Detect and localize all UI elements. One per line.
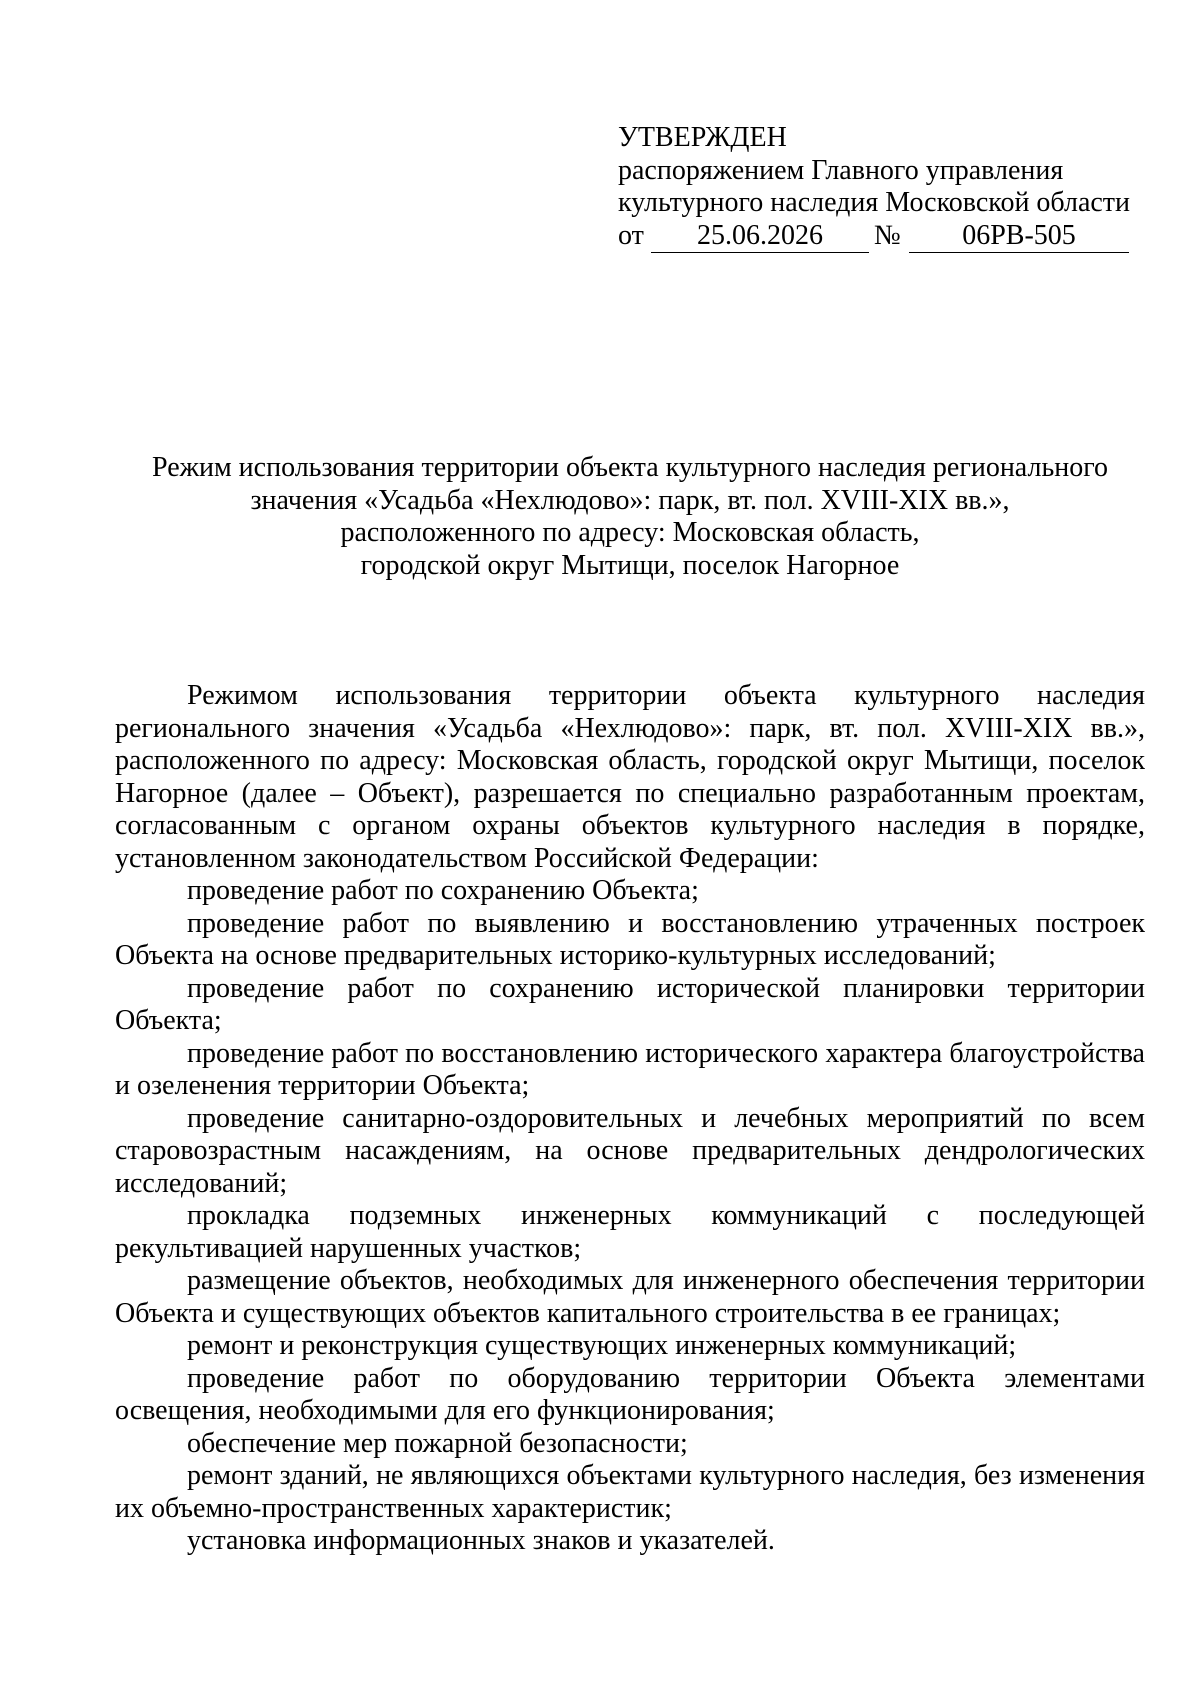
date-prefix: от (618, 219, 644, 251)
list-item: проведение работ по выявлению и восстановлению утраченных построек Объекта на основе предварительных историко-культурных исследований; (115, 907, 1145, 971)
title-line: значения «Усадьба «Нехлюдово»: парк, вт. пол. XVIII-XIX вв.», (250, 484, 1010, 516)
approval-date-line (618, 220, 1138, 254)
body-paragraph-intro: Режимом использования территории объекта культурного наследия регионального значения «Усадьба «Нехлюдово»: парк, вт. пол. XVIII-XIX вв.», расположенного по адресу: Московская область, городской округ Мытищи, поселок Нагорное (далее – Объект), разрешается по специально разработанным проектам, согласованным с органом охраны объектов культурного наследия в порядке, установленном законодательством Российской Федерации: (115, 680, 1145, 874)
list-item: установка информационных знаков и указателей. (187, 1525, 775, 1556)
title-line: расположенного по адресу: Московская область, (340, 517, 920, 548)
title-line: Режим использования территории объекта культурного наследия регионального (152, 452, 1108, 483)
list-item: проведение работ по восстановлению исторического характера благоустройства и озеленения территории Объекта; (115, 1037, 1145, 1101)
approval-number: 06РВ-505 (909, 220, 1129, 253)
approval-date: 25.06.2026 (651, 220, 869, 253)
approval-stamp-block (618, 122, 1138, 254)
document-title (110, 452, 1150, 582)
list-item: проведение санитарно-оздоровительных и лечебных мероприятий по всем старовозрастным насаждениям, на основе предварительных дендрологических исследований; (115, 1102, 1145, 1199)
list-item: ремонт зданий, не являющихся объектами культурного наследия, без изменения их объемно-пространственных характеристик; (115, 1460, 1145, 1524)
approval-line-1: распоряжением Главного управления (618, 154, 1064, 186)
list-item: проведение работ по сохранению исторической планировки территории Объекта; (115, 972, 1145, 1036)
number-sign: № (874, 219, 901, 251)
approval-title: УТВЕРЖДЕН (618, 122, 787, 153)
list-item: обеспечение мер пожарной безопасности; (187, 1427, 688, 1459)
document-body (115, 680, 1145, 1558)
list-item: прокладка подземных инженерных коммуникаций с последующей рекультивацией нарушенных участков; (115, 1200, 1145, 1264)
list-item: проведение работ по оборудованию территории Объекта элементами освещения, необходимыми для его функционирования; (115, 1362, 1145, 1426)
approval-line-2: культурного наследия Московской области (618, 187, 1131, 218)
list-item: проведение работ по сохранению Объекта; (187, 875, 699, 906)
list-item: ремонт и реконструкция существующих инженерных коммуникаций; (187, 1330, 1017, 1361)
list-item: размещение объектов, необходимых для инженерного обеспечения территории Объекта и существующих объектов капитального строительства в ее границах; (115, 1265, 1145, 1329)
title-line: городской округ Мытищи, поселок Нагорное (360, 549, 900, 581)
